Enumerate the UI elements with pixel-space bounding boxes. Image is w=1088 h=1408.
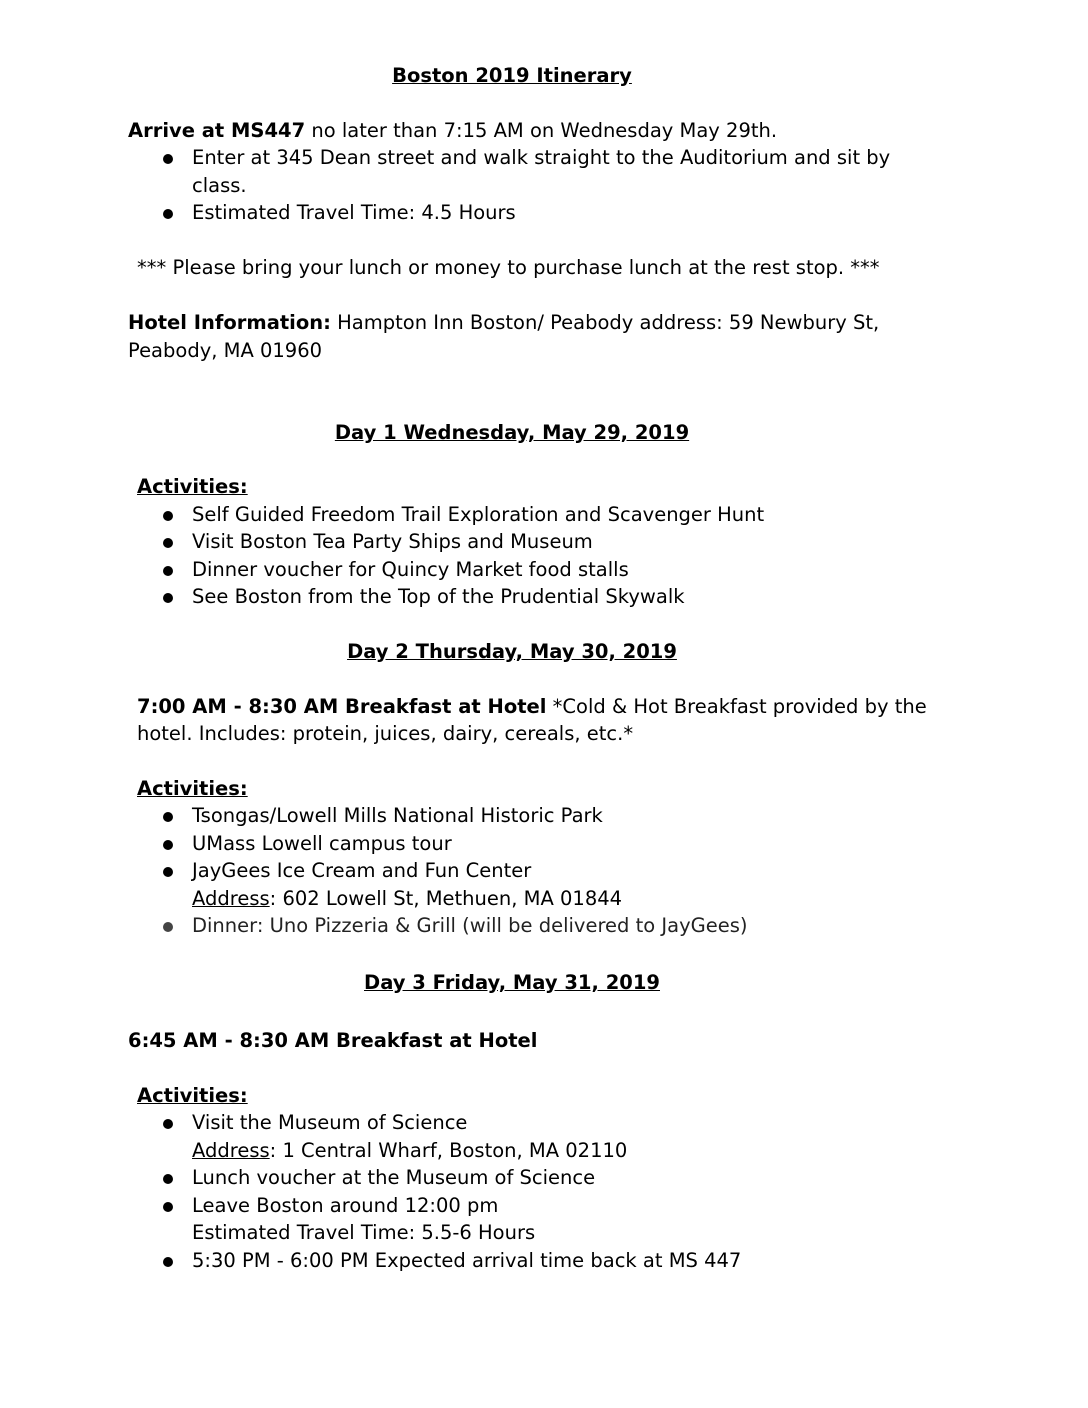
hotel-address-cont: Peabody, MA 01960 — [128, 339, 323, 362]
day2-activity: Tsongas/Lowell Mills National Historic Park — [192, 804, 603, 827]
bullet-icon — [163, 840, 173, 850]
day2-activity: UMass Lowell campus tour — [192, 832, 452, 855]
bullet-icon — [163, 593, 173, 603]
lunch-note: *** Please bring your lunch or money to purchase lunch at the rest stop. *** — [137, 256, 880, 279]
day3-activity: 5:30 PM - 6:00 PM Expected arrival time back at MS 447 — [192, 1249, 742, 1272]
day3-activity: Visit the Museum of Science — [192, 1111, 468, 1134]
day2-address-line — [192, 885, 622, 913]
arrival-bullet-travel: Estimated Travel Time: 4.5 Hours — [192, 201, 516, 224]
arrival-text: no later than 7:15 AM on Wednesday May 29th. — [305, 119, 778, 142]
arrival-bullet-entry-cont: class. — [192, 174, 247, 197]
day2-breakfast-note: *Cold & Hot Breakfast provided by the — [546, 695, 927, 718]
day3-activity: Lunch voucher at the Museum of Science — [192, 1166, 596, 1189]
day3-heading: Day 3 Friday, May 31, 2019 — [364, 971, 660, 994]
day2-address-text: : 602 Lowell St, Methuen, MA 01844 — [269, 887, 623, 910]
bullet-icon — [163, 812, 173, 822]
bullet-icon — [163, 511, 173, 521]
day3-activity: Leave Boston around 12:00 pm — [192, 1194, 499, 1217]
day3-breakfast: 6:45 AM - 8:30 AM Breakfast at Hotel — [128, 1029, 538, 1052]
day1-activity: Visit Boston Tea Party Ships and Museum — [192, 530, 593, 553]
day3-travel-time: Estimated Travel Time: 5.5-6 Hours — [192, 1221, 536, 1244]
bullet-icon — [163, 1174, 173, 1184]
day1-heading: Day 1 Wednesday, May 29, 2019 — [334, 421, 690, 444]
day2-breakfast-time: 7:00 AM - 8:30 AM Breakfast at Hotel — [137, 695, 547, 718]
bullet-icon — [163, 566, 173, 576]
day3-address-line — [192, 1137, 627, 1165]
day2-dinner: Dinner: Uno Pizzeria & Grill (will be delivered to JayGees) — [192, 914, 748, 937]
bullet-icon — [163, 867, 173, 877]
bullet-icon — [163, 154, 173, 164]
day2-activity: JayGees Ice Cream and Fun Center — [192, 859, 532, 882]
day2-heading: Day 2 Thursday, May 30, 2019 — [347, 640, 677, 663]
day3-address-label: Address — [192, 1139, 270, 1162]
bullet-icon — [163, 1257, 173, 1267]
bullet-icon — [163, 1119, 173, 1129]
hotel-line — [128, 309, 879, 337]
arrival-bullet-entry: Enter at 345 Dean street and walk straight to the Auditorium and sit by — [192, 146, 891, 169]
day3-address-text: : 1 Central Wharf, Boston, MA 02110 — [269, 1139, 628, 1162]
hotel-address: Hampton Inn Boston/ Peabody address: 59 Newbury St, — [330, 311, 880, 334]
day1-activity: Dinner voucher for Quincy Market food stalls — [192, 558, 629, 581]
bullet-icon — [163, 538, 173, 548]
day2-activities-label: Activities: — [137, 777, 248, 800]
day2-address-label: Address — [192, 887, 270, 910]
hotel-label: Hotel Information: — [128, 311, 331, 334]
arrival-line — [128, 117, 777, 145]
day2-breakfast-line — [137, 693, 927, 721]
arrival-label: Arrive at MS447 — [128, 119, 306, 142]
day3-activities-label: Activities: — [137, 1084, 248, 1107]
day1-activities-label: Activities: — [137, 475, 248, 498]
day1-activity: Self Guided Freedom Trail Exploration and Scavenger Hunt — [192, 503, 765, 526]
day1-activity: See Boston from the Top of the Prudential Skywalk — [192, 585, 685, 608]
day2-breakfast-note-cont: hotel. Includes: protein, juices, dairy, cereals, etc.* — [137, 722, 634, 745]
bullet-icon — [163, 209, 173, 219]
bullet-icon — [163, 1202, 173, 1212]
bullet-icon — [163, 922, 173, 932]
page-title: Boston 2019 Itinerary — [392, 64, 632, 87]
